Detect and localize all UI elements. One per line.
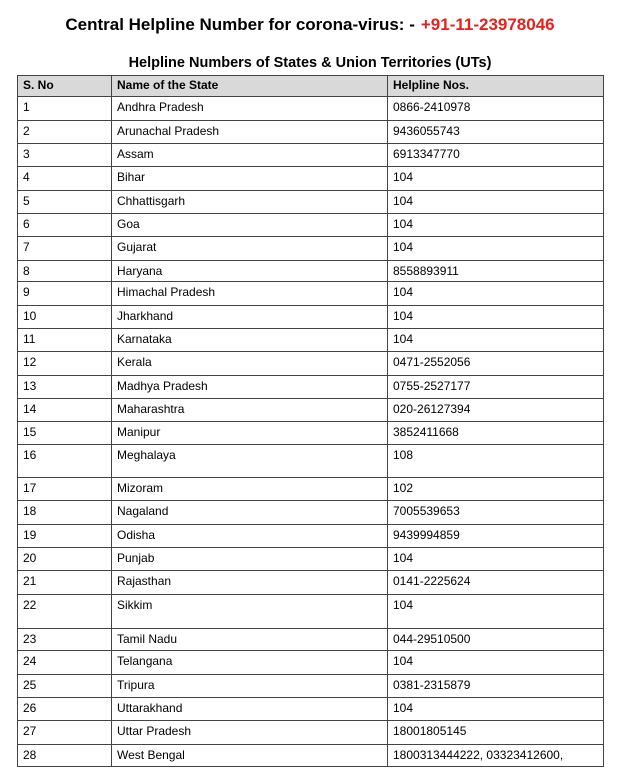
cell-sno: 25	[18, 675, 112, 698]
table-row	[18, 422, 604, 445]
cell-state-name: Punjab	[112, 548, 388, 571]
table-row	[18, 376, 604, 399]
table-row	[18, 261, 604, 282]
cell-state-name: Sikkim	[112, 595, 388, 629]
table-row	[18, 721, 604, 745]
cell-helpline-number: 104	[388, 595, 604, 629]
table-row	[18, 478, 604, 501]
table-row	[18, 121, 604, 144]
table-row	[18, 501, 604, 525]
cell-helpline-number: 104	[388, 214, 604, 237]
cell-helpline-number: 18001805145	[388, 721, 604, 745]
cell-helpline-number: 104	[388, 698, 604, 721]
column-header-state: Name of the State	[112, 76, 388, 97]
central-helpline-number: +91-11-23978046	[420, 15, 555, 34]
cell-sno: 18	[18, 501, 112, 525]
cell-sno: 4	[18, 167, 112, 191]
cell-sno: 20	[18, 548, 112, 571]
table-row	[18, 745, 604, 767]
cell-helpline-number: 104	[388, 548, 604, 571]
cell-state-name: Arunachal Pradesh	[112, 121, 388, 144]
helpline-table	[17, 75, 604, 767]
cell-state-name: Himachal Pradesh	[112, 282, 388, 306]
cell-sno: 5	[18, 191, 112, 214]
table-row	[18, 306, 604, 329]
cell-helpline-number: 3852411668	[388, 422, 604, 445]
table-subtitle: Helpline Numbers of States & Union Territories (UTs)	[128, 55, 492, 71]
table-row	[18, 629, 604, 651]
cell-state-name: Odisha	[112, 525, 388, 548]
table-row	[18, 144, 604, 167]
cell-helpline-number: 8558893911	[388, 261, 604, 282]
cell-sno: 7	[18, 237, 112, 261]
cell-helpline-number: 9439994859	[388, 525, 604, 548]
table-row	[18, 329, 604, 352]
cell-helpline-number: 7005539653	[388, 501, 604, 525]
cell-state-name: Tamil Nadu	[112, 629, 388, 651]
table-row	[18, 191, 604, 214]
table-row	[18, 237, 604, 261]
cell-state-name: Maharashtra	[112, 399, 388, 422]
cell-sno: 27	[18, 721, 112, 745]
cell-sno: 3	[18, 144, 112, 167]
table-row	[18, 445, 604, 478]
cell-state-name: Rajasthan	[112, 571, 388, 595]
table-row	[18, 214, 604, 237]
cell-helpline-number: 104	[388, 191, 604, 214]
cell-sno: 2	[18, 121, 112, 144]
cell-state-name: Kerala	[112, 352, 388, 376]
cell-helpline-number: 044-29510500	[388, 629, 604, 651]
title-text: Central Helpline Number for corona-virus: -	[65, 15, 415, 34]
column-header-helpline: Helpline Nos.	[388, 76, 604, 97]
cell-helpline-number: 020-26127394	[388, 399, 604, 422]
cell-state-name: Gujarat	[112, 237, 388, 261]
cell-helpline-number: 104	[388, 329, 604, 352]
cell-sno: 22	[18, 595, 112, 629]
cell-helpline-number: 6913347770	[388, 144, 604, 167]
cell-sno: 17	[18, 478, 112, 501]
cell-helpline-number: 0866-2410978	[388, 97, 604, 121]
column-header-sno: S. No	[18, 76, 112, 97]
cell-sno: 11	[18, 329, 112, 352]
table-row	[18, 525, 604, 548]
cell-helpline-number: 104	[388, 651, 604, 675]
table-body	[18, 97, 604, 767]
cell-sno: 24	[18, 651, 112, 675]
cell-helpline-number: 108	[388, 445, 604, 478]
cell-state-name: Goa	[112, 214, 388, 237]
cell-helpline-number: 1800313444222, 03323412600,	[388, 745, 604, 767]
cell-sno: 28	[18, 745, 112, 767]
cell-state-name: Haryana	[112, 261, 388, 282]
cell-sno: 10	[18, 306, 112, 329]
cell-helpline-number: 0381-2315879	[388, 675, 604, 698]
cell-state-name: Telangana	[112, 651, 388, 675]
cell-helpline-number: 102	[388, 478, 604, 501]
cell-state-name: Mizoram	[112, 478, 388, 501]
cell-sno: 15	[18, 422, 112, 445]
cell-sno: 1	[18, 97, 112, 121]
cell-state-name: Manipur	[112, 422, 388, 445]
table-row	[18, 698, 604, 721]
cell-helpline-number: 104	[388, 237, 604, 261]
cell-state-name: Karnataka	[112, 329, 388, 352]
cell-state-name: Bihar	[112, 167, 388, 191]
cell-state-name: Chhattisgarh	[112, 191, 388, 214]
cell-sno: 23	[18, 629, 112, 651]
cell-state-name: Madhya Pradesh	[112, 376, 388, 399]
table-row	[18, 167, 604, 191]
cell-state-name: Andhra Pradesh	[112, 97, 388, 121]
cell-helpline-number: 104	[388, 167, 604, 191]
cell-helpline-number: 0141-2225624	[388, 571, 604, 595]
cell-sno: 8	[18, 261, 112, 282]
cell-sno: 14	[18, 399, 112, 422]
cell-sno: 19	[18, 525, 112, 548]
cell-state-name: Tripura	[112, 675, 388, 698]
table-row	[18, 282, 604, 306]
cell-helpline-number: 0471-2552056	[388, 352, 604, 376]
table-row	[18, 97, 604, 121]
cell-sno: 26	[18, 698, 112, 721]
cell-helpline-number: 104	[388, 282, 604, 306]
cell-sno: 12	[18, 352, 112, 376]
cell-state-name: Jharkhand	[112, 306, 388, 329]
cell-sno: 9	[18, 282, 112, 306]
cell-sno: 6	[18, 214, 112, 237]
cell-state-name: Meghalaya	[112, 445, 388, 478]
cell-state-name: Uttarakhand	[112, 698, 388, 721]
cell-state-name: Nagaland	[112, 501, 388, 525]
table-row	[18, 675, 604, 698]
table-row	[18, 651, 604, 675]
cell-sno: 13	[18, 376, 112, 399]
cell-state-name: Assam	[112, 144, 388, 167]
cell-helpline-number: 0755-2527177	[388, 376, 604, 399]
table-row	[18, 399, 604, 422]
cell-sno: 21	[18, 571, 112, 595]
cell-state-name: Uttar Pradesh	[112, 721, 388, 745]
table-header-row	[18, 76, 604, 97]
page-title	[0, 15, 620, 35]
cell-state-name: West Bengal	[112, 745, 388, 767]
table-row	[18, 352, 604, 376]
table-row	[18, 571, 604, 595]
cell-helpline-number: 9436055743	[388, 121, 604, 144]
cell-sno: 16	[18, 445, 112, 478]
cell-helpline-number: 104	[388, 306, 604, 329]
table-row	[18, 548, 604, 571]
table-row	[18, 595, 604, 629]
